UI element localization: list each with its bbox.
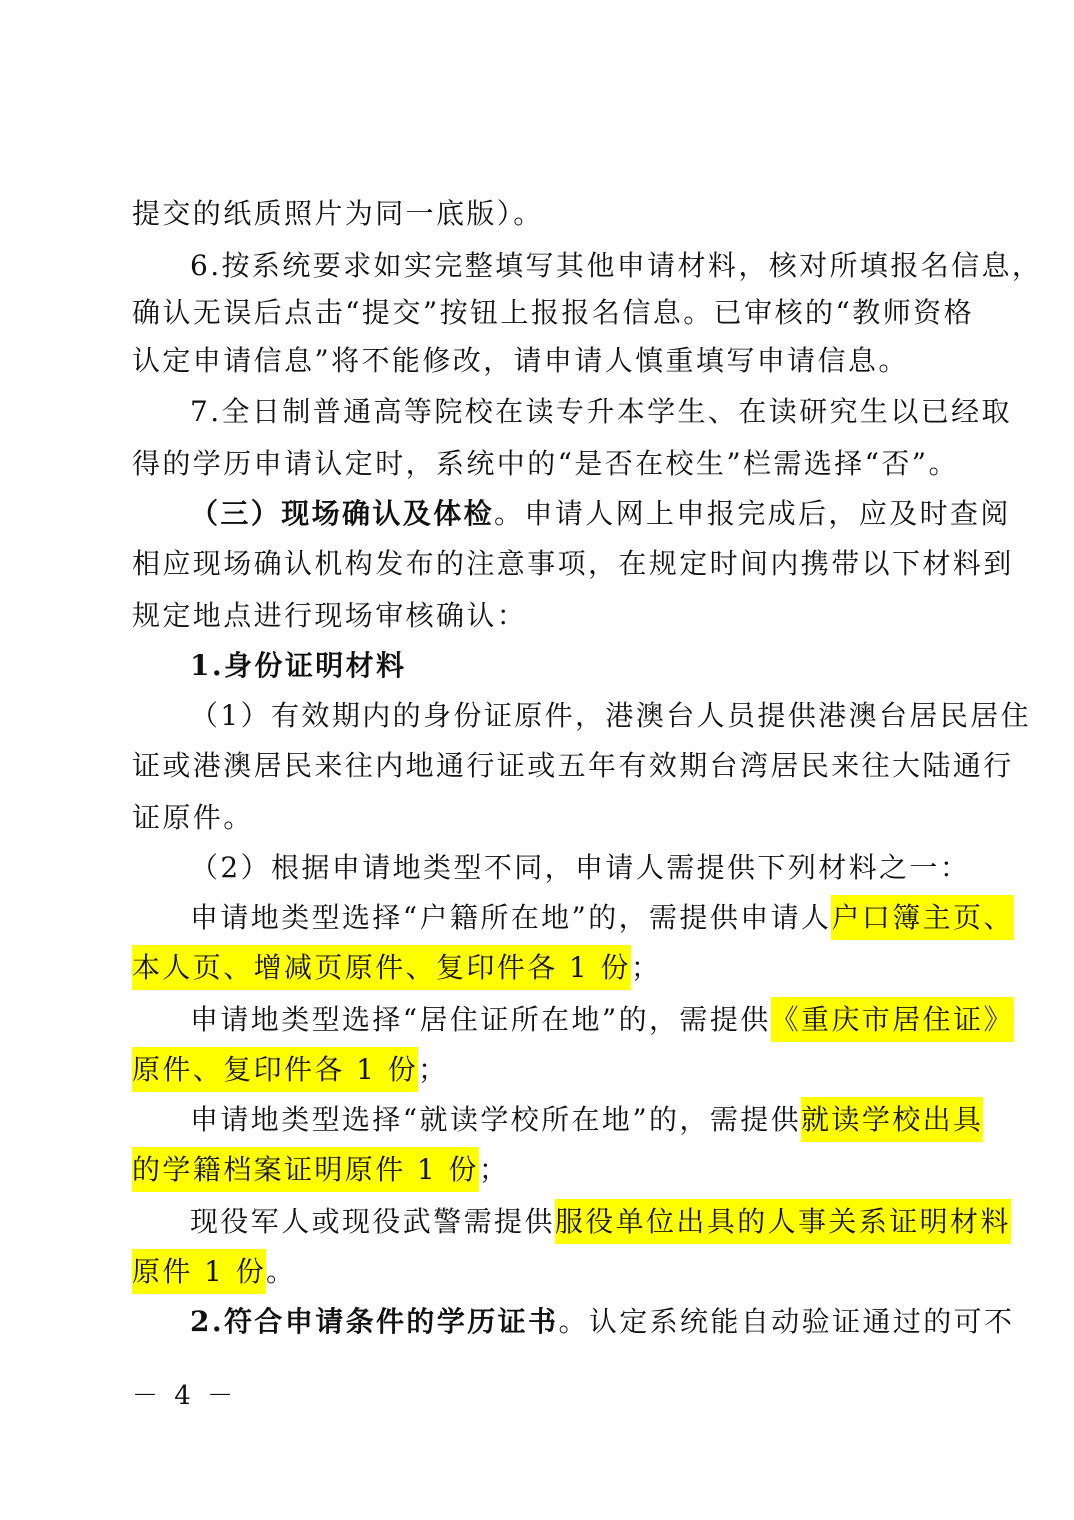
paragraph-line [132, 1144, 974, 1196]
paragraph-line [132, 438, 974, 490]
text-run: 。申请人网上申报完成后，应及时查阅 [494, 497, 1011, 530]
highlighted-text: 户口簿主页、 [831, 895, 1013, 940]
paragraph-line [132, 335, 974, 387]
paragraph-line [132, 590, 974, 642]
text-run: 证或港澳居民来往内地通行证或五年有效期台湾居民来往大陆通行 [132, 749, 1014, 782]
paragraph-line [190, 1196, 1011, 1248]
highlighted-text: 就读学校出具 [801, 1097, 983, 1142]
section-heading-line [190, 488, 1011, 540]
paragraph-line [132, 792, 974, 844]
text-run: ； [418, 1053, 449, 1086]
subheading: 1.身份证明材料 [190, 649, 407, 682]
paragraph-line [132, 942, 974, 994]
subheading-line [190, 1296, 1015, 1348]
text-run: 7.全日制普通高等院校在读专升本学生、在读研究生以已经取 [190, 395, 1012, 428]
text-run: ； [478, 1153, 510, 1186]
text-run: 确认无误后点击“提交”按钮上报报名信息。已审核的“教师资格 [132, 296, 974, 329]
paragraph-line [190, 240, 1043, 292]
paragraph-line [190, 994, 1014, 1046]
text-run: 证原件。 [132, 801, 254, 834]
text-run: 得的学历申请认定时，系统中的“是否在校生”栏需选择“否”。 [132, 447, 959, 480]
text-run: 。 [266, 1255, 297, 1288]
highlighted-text: 《重庆市居住证》 [771, 997, 1014, 1042]
text-run: 相应现场确认机构发布的注意事项，在规定时间内携带以下材料到 [132, 547, 1014, 580]
text-run: 6.按系统要求如实完整填写其他申请材料，核对所填报名信息， [190, 249, 1043, 282]
paragraph-line [132, 538, 1014, 590]
paragraph-line [190, 386, 1012, 438]
paragraph-line [190, 842, 974, 894]
highlighted-text: 原件、复印件各 1 份 [132, 1047, 418, 1092]
text-run: 提交的纸质照片为同一底版）。 [132, 197, 544, 230]
text-run: 认定申请信息”将不能修改，请申请人慎重填写申请信息。 [132, 344, 909, 377]
paragraph-line [132, 287, 974, 339]
paragraph-line [190, 892, 1014, 944]
paragraph-line [190, 690, 1032, 742]
text-run: （1）有效期内的身份证原件，港澳台人员提供港澳台居民居住 [190, 699, 1032, 732]
text-run: 申请地类型选择“户籍所在地”的，需提供申请人 [190, 901, 832, 934]
highlighted-text: 原件 1 份 [132, 1249, 266, 1294]
text-run: 申请地类型选择“就读学校所在地”的，需提供 [190, 1103, 802, 1136]
paragraph-line [132, 740, 1014, 792]
subheading-line [190, 640, 974, 692]
text-run: ； [630, 951, 662, 984]
text-run: （2）根据申请地类型不同，申请人需提供下列材料之一： [190, 851, 971, 884]
paragraph-line [132, 188, 974, 240]
page-number: － 4 － [132, 1381, 238, 1411]
text-run: 规定地点进行现场审核确认： [132, 599, 528, 632]
highlighted-text: 的学籍档案证明原件 1 份 [132, 1147, 479, 1192]
text-run: 现役军人或现役武警需提供 [190, 1205, 555, 1238]
paragraph-line [132, 1044, 974, 1096]
highlighted-text: 服役单位出具的人事关系证明材料 [555, 1199, 1011, 1244]
paragraph-line [132, 1246, 974, 1298]
paragraph-line [190, 1094, 984, 1146]
subheading: 2.符合申请条件的学历证书 [190, 1305, 559, 1338]
highlighted-text: 本人页、增减页原件、复印件各 1 份 [132, 945, 631, 990]
text-run: 。认定系统能自动验证通过的可不 [558, 1305, 1015, 1338]
text-run: 申请地类型选择“居住证所在地”的，需提供 [190, 1003, 771, 1036]
section-heading: （三）现场确认及体检 [190, 497, 495, 530]
